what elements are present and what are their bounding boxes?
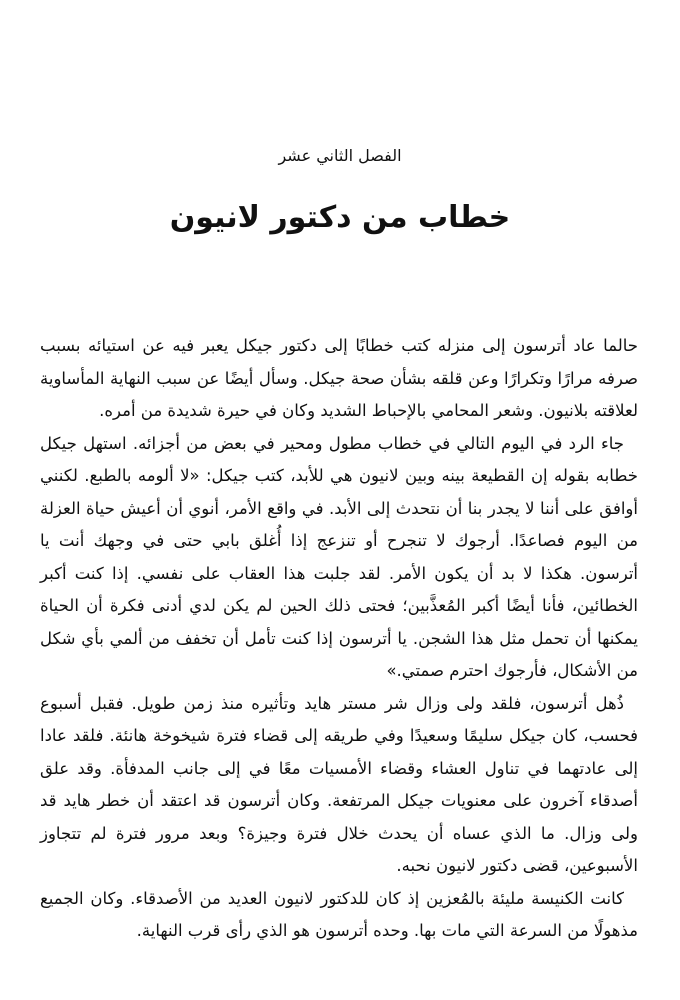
paragraph: ذُهل أترسون، فلقد ولى وزال شر مستر هايد وتأثيره منذ زمن طويل. فقبل أسبوع فحسب، كان جيكل سليمًا وسعيدًا وفي طريقه إلى قضاء فترة شيخوخة هانئة. فلقد عادا إلى عادتهما في تناول العشاء وقضاء الأمسيات معًا في إلى جانب المدفأة. وقد علق أصدقاء آخرون على معنويات جيكل المرتفعة. وكان أترسون قد اعتقد أن خطر هايد قد ولى وزال. ما الذي عساه أن يحدث خلال فترة وجيزة؟ وبعد مرور فترة لم تتجاوز الأسبوعين، قضى دكتور لانيون نحبه.: [40, 693, 638, 875]
chapter-number-label: الفصل الثاني عشر: [278, 146, 402, 165]
paragraph: كانت الكنيسة مليئة بالمُعزين إذ كان للدكتور لانيون العديد من الأصدقاء. وكان الجميع مذهولًا من السرعة التي مات بها. وحده أترسون هو الذي رأى قرب النهاية.: [40, 888, 638, 940]
chapter-body: [40, 330, 638, 948]
paragraph: جاء الرد في اليوم التالي في خطاب مطول ومحير في بعض من أجزائه. استهل جيكل خطابه بقوله إن القطيعة بينه وبين لانيون هي للأبد، كتب جيكل: «لا ألومه بالطبع. لكنني أوافق على أننا لا يجدر بنا أن نتحدث إلى الأبد. في واقع الأمر، أنوي أن أعيش حياة العزلة من اليوم فصاعدًا. أرجوك لا تنجرح أو تنزعج إذا أُغلق بابي حتى في وجهك أنت يا أترسون. هكذا لا بد أن يكون الأمر. لقد جلبت هذا العقاب على نفسي. إذا كنت أكبر الخطائين، فأنا أيضًا أكبر المُعذَّبين؛ فحتى ذلك الحين لم يكن لدي أدنى فكرة أن الحياة يمكنها أن تحمل مثل هذا الشجن. يا أترسون إذا كنت تأمل أن تخفف من ألمي بأي شكل من الأشكال، فأرجوك احترم صمتي.»: [40, 433, 638, 680]
paragraph: حالما عاد أترسون إلى منزله كتب خطابًا إلى دكتور جيكل يعبر فيه عن استيائه بسبب صرفه مرارًا وتكرارًا وعن قلقه بشأن صحة جيكل. وسأل أيضًا عن سبب النهاية المأساوية لعلاقته بلانيون. وشعر المحامي بالإحباط الشديد وكان في حيرة شديدة من أمره.: [40, 336, 638, 420]
chapter-title: خطاب من دكتور لانيون: [169, 200, 511, 235]
